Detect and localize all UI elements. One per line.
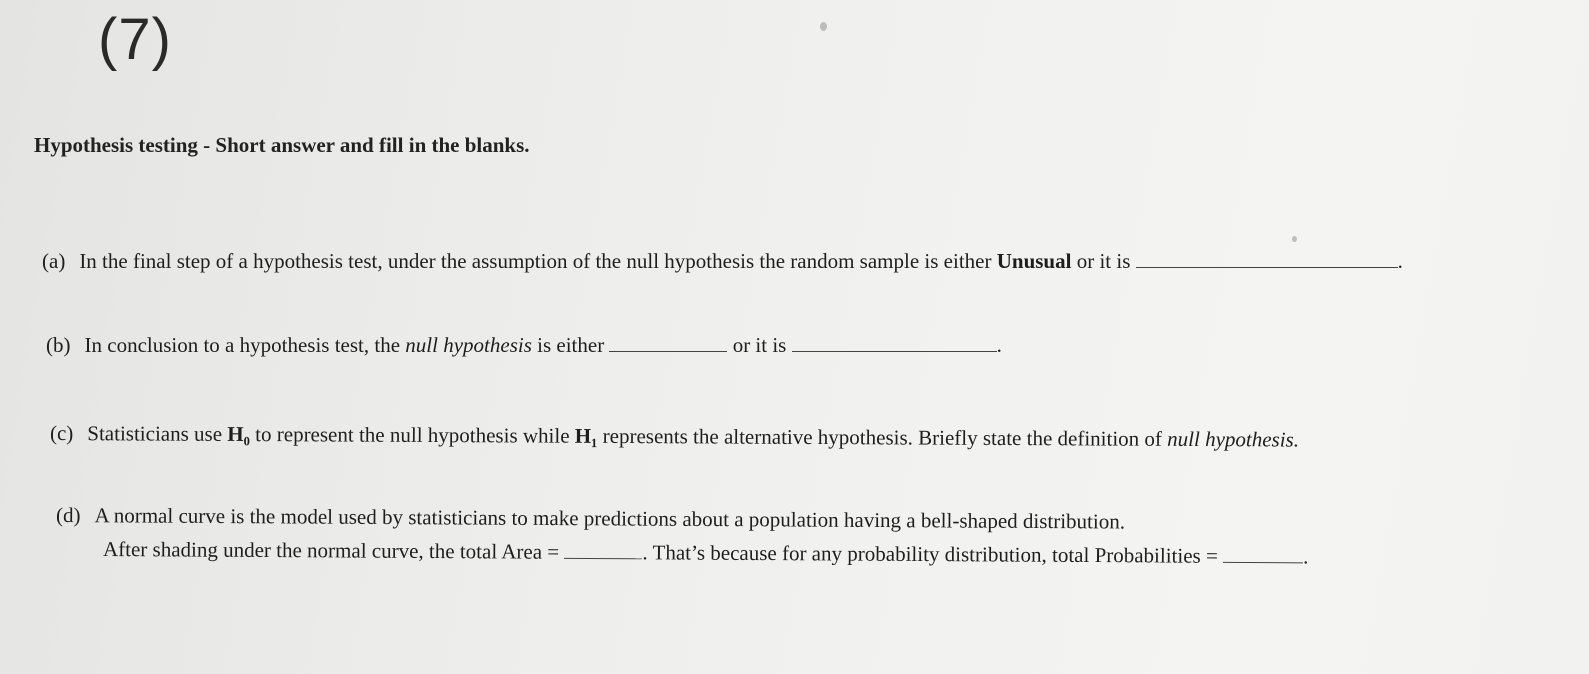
question-b-label: (b) [46,333,71,357]
question-a-text-after: or it is [1071,249,1136,273]
question-d-blank-1[interactable] [564,540,642,559]
question-b-text-mid: is either [531,333,610,357]
problem-number: (7) [98,7,172,72]
question-d-end: . [1303,544,1309,569]
question-c-text-before: Statisticians use [87,421,228,446]
question-c-text-after: represents the alternative hypothesis. Briefly state the definition of [597,423,1168,451]
question-b-blank-1[interactable] [609,333,727,352]
question-b [46,333,1002,358]
question-a-label: (a) [42,249,66,273]
question-d-line2-mid: . That’s because for any probability distribution, total Probabilities = [642,540,1224,568]
question-b-end: . [996,333,1002,357]
question-b-text-mid2: or it is [727,333,792,357]
question-b-text-before: In conclusion to a hypothesis test, the [84,333,406,357]
question-c-h0: H₀ [227,421,251,447]
question-a-text-before: In the final step of a hypothesis test, under the assumption of the null hypothesis the random sample is either [79,249,997,273]
paper-speck [820,22,827,31]
question-b-italic-term: null hypothesis [405,333,532,357]
question-a-end: . [1397,249,1403,273]
question-d-label: (d) [55,503,81,528]
paper-speck [1292,236,1297,242]
question-d [56,503,1125,535]
question-d-line1: A normal curve is the model used by statisticians to make predictions about a population having a bell-shaped distribution. [94,503,1126,534]
question-c-label: (c) [49,421,74,446]
question-c [50,421,1299,453]
section-heading: Hypothesis testing - Short answer and fill in the blanks. [34,133,530,157]
question-c-text-mid: to represent the null hypothesis while [249,422,575,448]
question-b-blank-2[interactable] [792,333,997,352]
question-d-line2 [103,537,1309,569]
question-a [42,249,1403,274]
question-d-blank-2[interactable] [1223,544,1303,563]
question-c-h1: H₁ [574,423,598,448]
question-a-bold-term: Unusual [996,249,1072,273]
question-a-blank[interactable] [1136,249,1398,268]
question-d-line2-before: After shading under the normal curve, the total Area = [102,537,565,564]
question-c-italic-term: null hypothesis. [1167,426,1300,452]
